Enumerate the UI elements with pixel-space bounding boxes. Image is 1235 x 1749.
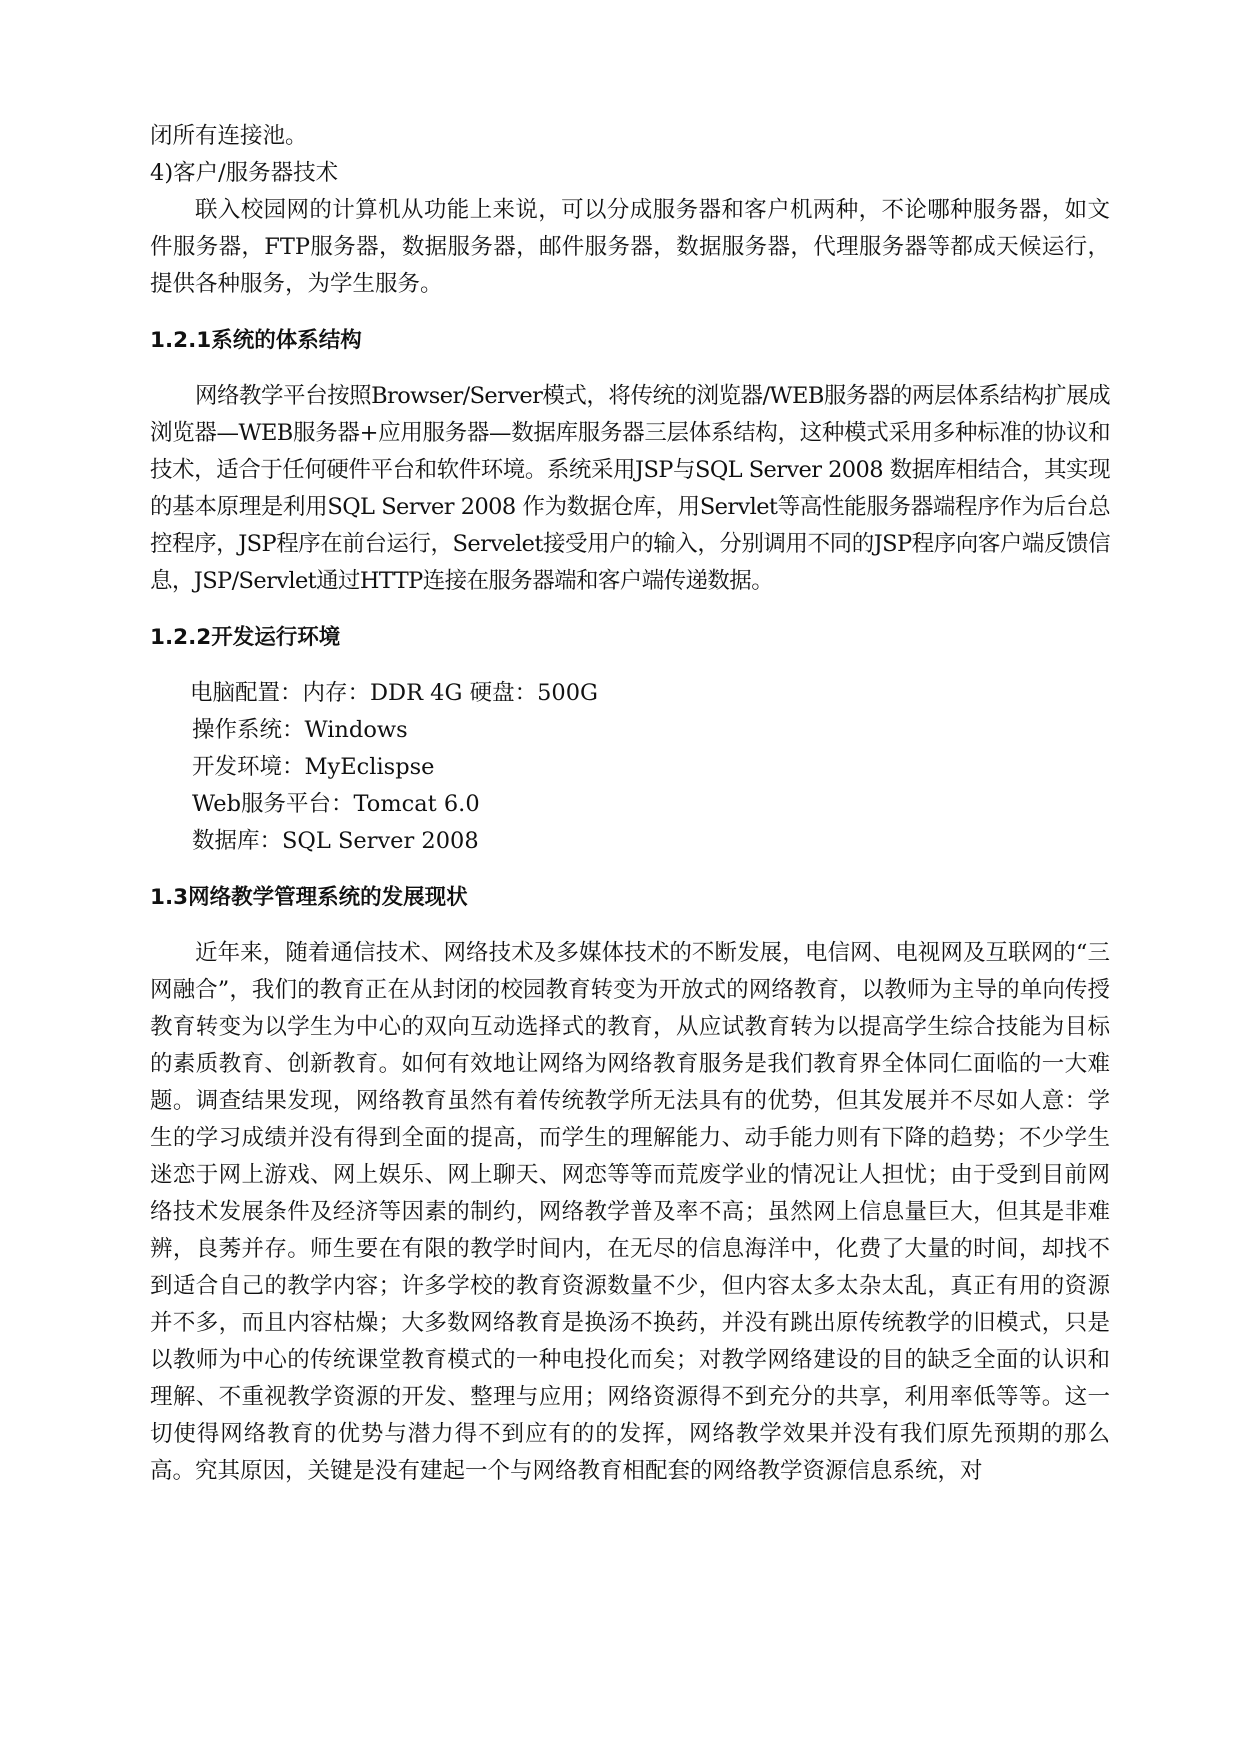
paragraph-client-server: 联入校园网的计算机从功能上来说，可以分成服务器和客户机两种，不论哪种服务器，如文件服务器，FTP服务器，数据服务器，邮件服务器，数据服务器，代理服务器等都成天候运行，提供各种服务，为学生服务。 (150, 197, 1110, 297)
section-heading-1-2-1: 1.2.1系统的体系结构 (150, 328, 362, 353)
env-item-hardware: 电脑配置：内存：DDR 4G 硬盘：500G (190, 680, 599, 706)
spacer (150, 303, 1110, 322)
subheading-client-server: 4)客户/服务器技术 (150, 160, 339, 186)
env-item-ide: 开发环境：MyEclispse (192, 754, 435, 780)
paragraph-status: 近年来，随着通信技术、网络技术及多媒体技术的不断发展，电信网、电视网及互联网的“三网融合”，我们的教育正在从封闭的校园教育转变为开放式的网络教育，以教师为主导的单向传授教育转变为以学生为中心的双向互动选择式的教育，从应试教育转为以提高学生综合技能为目标的素质教育、创新教育。如何有效地让网络为网络教育服务是我们教育界全体同仁面临的一大难题。调查结果发现，网络教育虽然有着传统教学所无法具有的优势，但其发展并不尽如人意：学生的学习成绩并没有得到全面的提高，而学生的理解能力、动手能力则有下降的趋势；不少学生迷恋于网上游戏、网上娱乐、网上聊天、网恋等等而荒废学业的情况让人担忧；由于受到目前网络技术发展条件及经济等因素的制约，网络教学普及率不高；虽然网上信息量巨大，但其是非难辨，良莠并存。师生要在有限的教学时间内，在无尽的信息海洋中，化费了大量的时间，却找不到适合自己的教学内容；许多学校的教育资源数量不少，但内容太多太杂太乱，真正有用的资源并不多，而且内容枯燥；大多数网络教育是换汤不换药，并没有跳出原传统教学的旧模式，只是以教师为中心的传统课堂教育模式的一种电投化而矣；对教学网络建设的目的缺乏全面的认识和理解、不重视教学资源的开发、整理与应用；网络资源得不到充分的共享，利用率低等等。这一切使得网络教育的优势与潜力得不到应有的的发挥，网络教学效果并没有我们原先预期的那么高。究其原因，关键是没有建起一个与网络教育相配套的网络教学资源信息系统，对 (150, 940, 1110, 1484)
spacer (150, 860, 1110, 879)
env-item-database: 数据库：SQL Server 2008 (192, 828, 479, 854)
spacer (150, 916, 1110, 935)
environment-list (150, 675, 1110, 860)
spacer (150, 359, 1110, 378)
section-heading-1-2-2: 1.2.2开发运行环境 (150, 625, 341, 650)
env-item-web-server: Web服务平台：Tomcat 6.0 (192, 791, 480, 817)
section-heading-1-3: 1.3网络教学管理系统的发展现状 (150, 885, 468, 910)
document-body (150, 118, 1110, 1490)
paragraph-architecture: 网络教学平台按照Browser/Server模式，将传统的浏览器/WEB服务器的两层体系结构扩展成浏览器—WEB服务器+应用服务器—数据库服务器三层体系结构，这种模式采用多种标准的协议和技术，适合于任何硬件平台和软件环境。系统采用JSP与SQL Server 2008 数据库相结合，其实现的基本原理是利用SQL Server 2008 作为数据仓库，用Servlet等高性能服务器端程序作为后台总控程序，JSP程序在前台运行，Servelet接受用户的输入，分别调用不同的JSP程序向客户端反馈信息，JSP/Servlet通过HTTP连接在服务器端和客户端传递数据。 (150, 383, 1110, 594)
env-item-os: 操作系统：Windows (192, 717, 408, 743)
intro-line: 闭所有连接池。 (150, 123, 308, 149)
spacer (150, 600, 1110, 619)
spacer (150, 656, 1110, 675)
